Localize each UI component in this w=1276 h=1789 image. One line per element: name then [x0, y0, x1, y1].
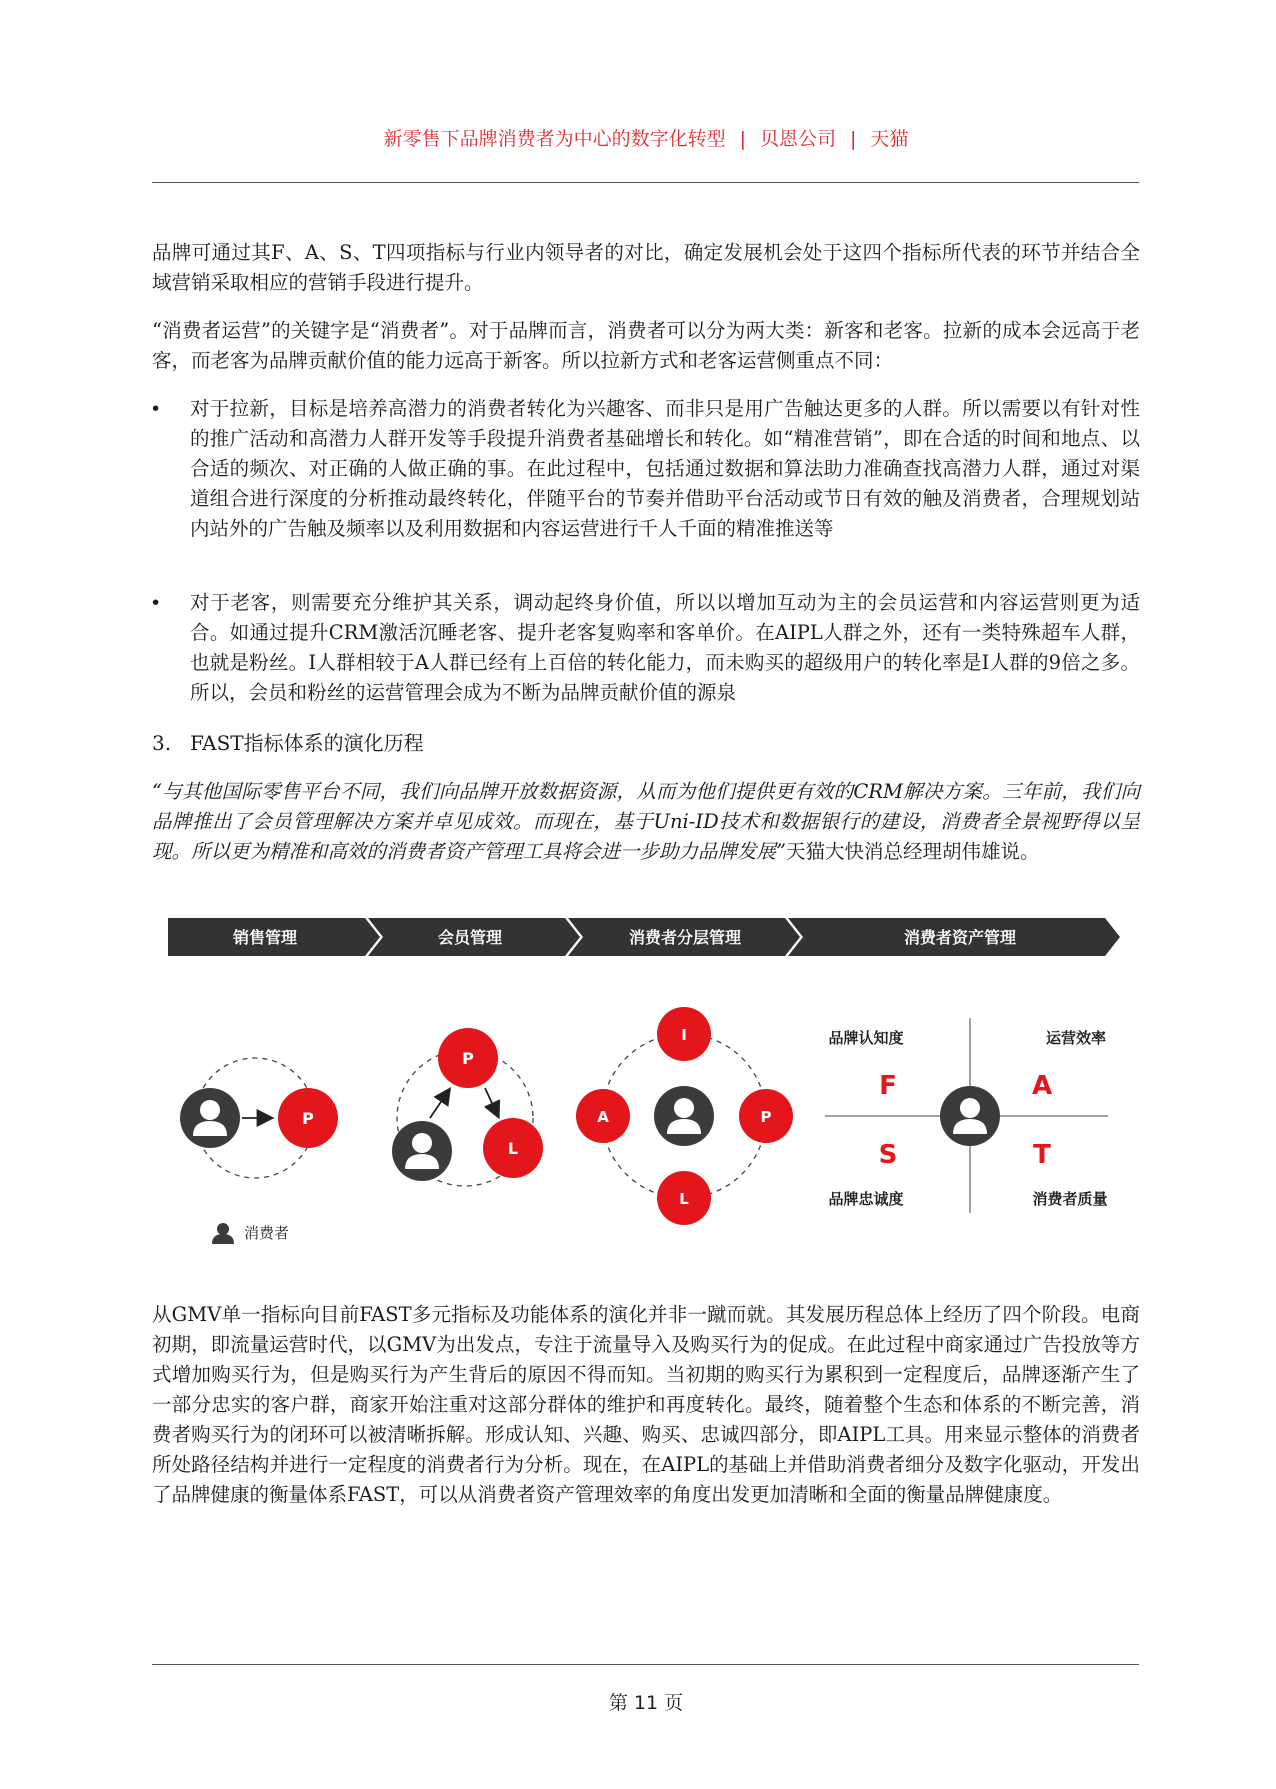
quote-attribution: 天猫大快消总经理胡伟雄说。	[785, 840, 1040, 863]
figure-legend	[212, 1223, 289, 1244]
node-label: L	[679, 1190, 689, 1208]
stage-label: 消费者分层管理	[628, 928, 742, 947]
node-label: P	[302, 1109, 314, 1128]
quote-text: “与其他国际零售平台不同，我们向品牌开放数据资源，从而为他们提供更有效的CRM解决方案。三年前，我们向品牌推出了会员管理解决方案并卓见成效。而现在，基于Uni-ID技术和数据银行的建设，消费者全景视野得以呈现。所以更为精准和高效的消费者资产管理工具将会进一步助力品牌发展”	[152, 780, 1140, 863]
aipl-diagram	[576, 1007, 793, 1225]
header-separator: |	[850, 128, 857, 150]
bullet-old-customers: 对于老客，则需要充分维护其关系，调动起终身价值，所以以增加互动为主的会员运营和内容运营则更为适合。如通过提升CRM激活沉睡老客、提升老客复购率和客单价。在AIPL人群之外，还有一类特殊超车人群，也就是粉丝。I人群相较于A人群已经有上百倍的转化能力，而未购买的超级用户的转化率是I人群的9倍之多。所以，会员和粉丝的运营管理会成为不断为品牌贡献价值的源泉	[190, 591, 1140, 704]
header-partner: 天猫	[870, 128, 909, 150]
bullet-symbol: •	[150, 398, 162, 420]
paragraph-fast-comparison: 品牌可通过其F、A、S、T四项指标与行业内领导者的对比，确定发展机会处于这四个指标所代表的环节并结合全域营销采取相应的营销手段进行提升。	[152, 241, 1140, 294]
node-label: I	[681, 1026, 687, 1044]
operation-efficiency-label: 运营效率	[1045, 1029, 1107, 1047]
section-heading	[152, 728, 424, 758]
header-separator: |	[739, 128, 746, 150]
node-label: P	[462, 1049, 474, 1068]
section-title: FAST指标体系的演化历程	[190, 731, 424, 755]
node-label: L	[507, 1139, 519, 1158]
consumer-quality-label: 消费者质量	[1032, 1190, 1108, 1208]
bullet-new-customers: 对于拉新，目标是培养高潜力的消费者转化为兴趣客、而非只是用广告触达更多的人群。所以需要以有针对性的推广活动和高潜力人群开发等手段提升消费者基础增长和转化。如“精准营销”，即在合适的时间和地点、以合适的频次、对正确的人做正确的事。在此过程中，包括通过数据和算法助力准确查找高潜力人群，通过对渠道组合进行深度的分析推动最终转化，伴随平台的节奏并借助平台活动或节日有效的触及消费者，合理规划站内站外的广告触及频率以及利用数据和内容运营进行千人千面的精准推送等	[190, 397, 1140, 540]
executive-quote	[152, 777, 1140, 867]
stage-bar	[168, 918, 1120, 956]
legend-person-icon	[212, 1223, 234, 1244]
section-number: 3.	[152, 731, 172, 755]
header-company: 贝恩公司	[759, 128, 836, 150]
stage-label: 会员管理	[437, 928, 503, 947]
fast-diagram	[825, 1018, 1108, 1213]
footer-rule	[152, 1664, 1139, 1665]
running-header	[152, 124, 1140, 151]
fast-a-letter: A	[1031, 1071, 1053, 1101]
header-title: 新零售下品牌消费者为中心的数字化转型	[383, 128, 726, 150]
node-label: P	[760, 1108, 772, 1126]
stage-label: 销售管理	[232, 928, 298, 947]
brand-loyalty-label: 品牌忠诚度	[828, 1190, 904, 1208]
fast-t-letter: T	[1033, 1140, 1051, 1170]
sales-diagram	[180, 1058, 338, 1178]
fast-s-letter: S	[878, 1140, 898, 1170]
bullet-symbol: •	[150, 592, 162, 614]
legend-label: 消费者	[244, 1224, 290, 1242]
evolution-figure	[160, 918, 1120, 1252]
stage-label: 消费者资产管理	[903, 928, 1017, 947]
fast-f-letter: F	[879, 1071, 897, 1101]
header-rule	[152, 182, 1139, 183]
brand-awareness-label: 品牌认知度	[828, 1029, 904, 1047]
paragraph-consumer-operation: “消费者运营”的关键字是“消费者”。对于品牌而言，消费者可以分为两大类：新客和老客。拉新的成本会远高于老客，而老客为品牌贡献价值的能力远高于新客。所以拉新方式和老客运营侧重点不同：	[152, 319, 1140, 372]
paragraph-fast-evolution: 从GMV单一指标向目前FAST多元指标及功能体系的演化并非一蹴而就。其发展历程总体上经历了四个阶段。电商初期，即流量运营时代，以GMV为出发点，专注于流量导入及购买行为的促成。在此过程中商家通过广告投放等方式增加购买行为，但是购买行为产生背后的原因不得而知。当初期的购买行为累积到一定程度后，品牌逐渐产生了一部分忠实的客户群，商家开始注重对这部分群体的维护和再度转化。最终，随着整个生态和体系的不断完善，消费者购买行为的闭环可以被清晰拆解。形成认知、兴趣、购买、忠诚四部分，即AIPL工具。用来显示整体的消费者所处路径结构并进行一定程度的消费者行为分析。现在，在AIPL的基础上并借助消费者细分及数字化驱动，开发出了品牌健康的衡量体系FAST，可以从消费者资产管理效率的角度出发更加清晰和全面的衡量品牌健康度。	[152, 1303, 1140, 1506]
page-number: 第 11 页	[608, 1692, 684, 1714]
node-label: A	[597, 1108, 609, 1126]
membership-diagram	[392, 1028, 543, 1186]
